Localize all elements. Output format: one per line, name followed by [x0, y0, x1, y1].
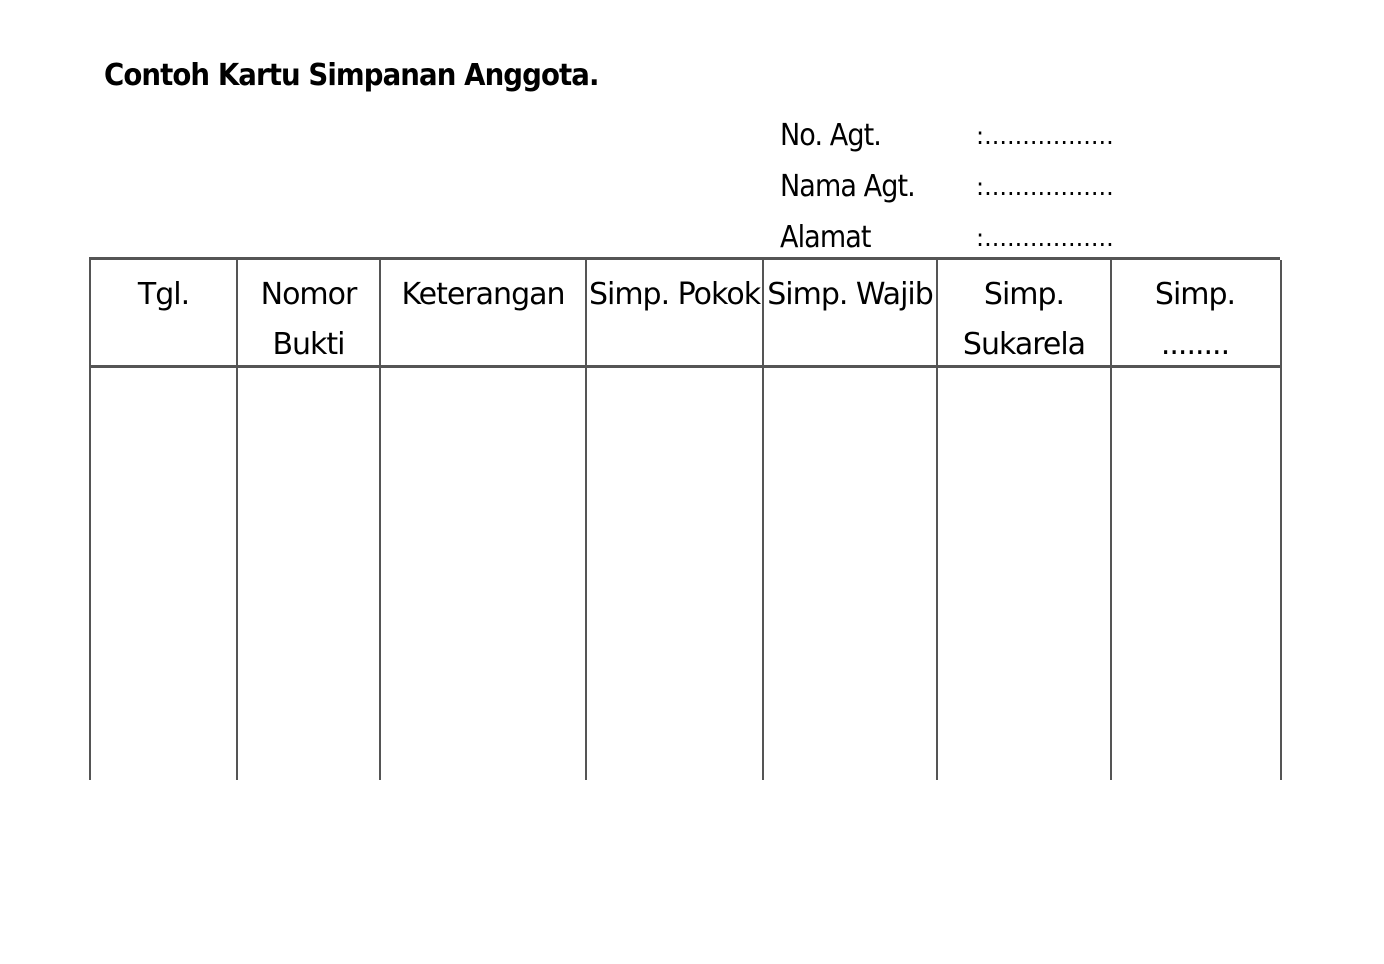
- header-other-line1: Simp.: [1154, 277, 1236, 312]
- member-name-row: [780, 161, 1114, 212]
- member-number-label: No. Agt.: [780, 118, 881, 153]
- header-voluntary-line1: Simp.: [983, 277, 1065, 312]
- header-mandatory-line1: Simp. Wajib: [767, 277, 933, 312]
- header-other-savings: [1110, 270, 1280, 370]
- header-description: [379, 270, 587, 320]
- header-other-line2: ........: [1160, 327, 1230, 362]
- member-name-value: :.................: [976, 172, 1114, 201]
- column-description: [379, 260, 587, 780]
- savings-card-table: [89, 257, 1280, 780]
- member-number-value: :.................: [976, 121, 1114, 150]
- header-description-line1: Keterangan: [401, 277, 565, 312]
- document-title: Contoh Kartu Simpanan Anggota.: [104, 58, 599, 93]
- member-address-value: :.................: [976, 223, 1114, 252]
- member-address-row: [780, 212, 1114, 263]
- header-principal-line1: Simp. Pokok: [588, 277, 761, 312]
- header-receipt-line1: Nomor: [260, 277, 357, 312]
- header-date: [89, 270, 238, 320]
- header-receipt-line2: Bukti: [272, 327, 345, 362]
- column-principal-savings: [585, 260, 764, 780]
- header-voluntary-savings: [936, 270, 1112, 370]
- member-name-label: Nama Agt.: [780, 169, 915, 204]
- member-number-row: [780, 110, 1114, 161]
- header-voluntary-line2: Sukarela: [962, 327, 1086, 362]
- column-mandatory-savings: [762, 260, 938, 780]
- header-receipt-number: [236, 270, 381, 370]
- header-principal-savings: [585, 270, 764, 320]
- member-info: [780, 110, 1114, 263]
- header-mandatory-savings: [762, 270, 938, 320]
- member-address-label: Alamat: [780, 220, 871, 255]
- header-date-line1: Tgl.: [137, 277, 190, 312]
- column-date: [89, 260, 238, 780]
